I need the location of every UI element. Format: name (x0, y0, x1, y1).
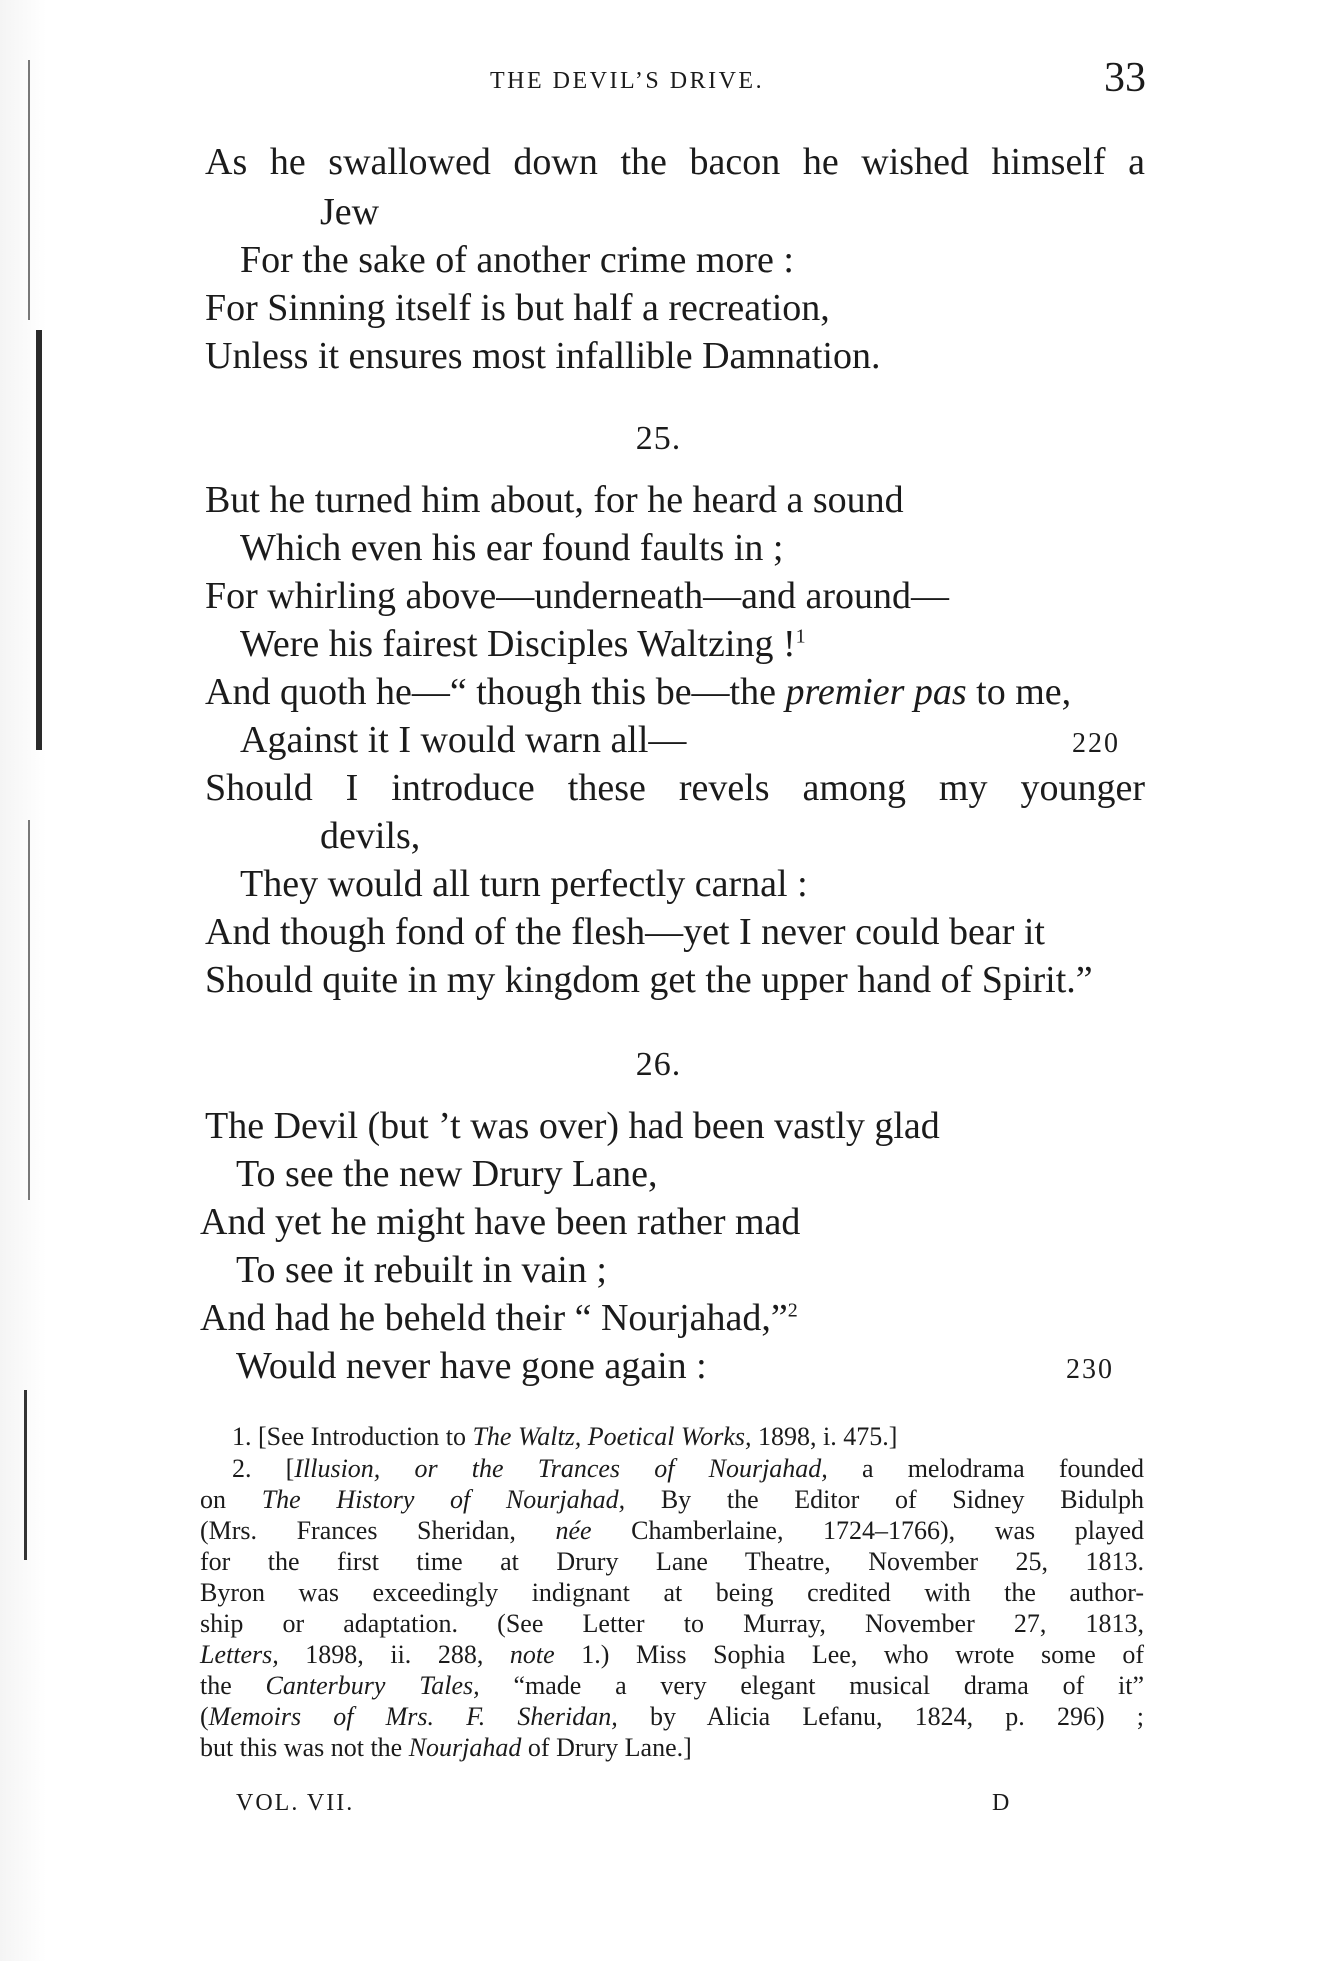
verse-line: Against it I would warn all— (240, 719, 687, 761)
verse-line: Which even his ear found faults in ; (240, 527, 784, 569)
note-ref: 1 (795, 625, 806, 648)
volume-label: VOL. VII. (236, 1790, 355, 1816)
footnote-text: a melodrama founded (861, 1454, 1145, 1483)
footnote-text: 1898, i. 475.] (757, 1422, 898, 1451)
verse-line: And yet he might have been rather mad (200, 1201, 801, 1243)
footnote-line (200, 1671, 1144, 1701)
footnote-text: 1898, ii. 288, (305, 1640, 484, 1669)
verse-line: To see the new Drury Lane, (236, 1153, 658, 1195)
verse-line: Should quite in my kingdom get the upper hand of Spirit.” (205, 959, 1093, 1001)
verse-line: And though fond of the flesh—yet I never could bear it (205, 911, 1045, 953)
verse-line: For whirling above—underneath—and around— (205, 575, 949, 617)
signature-mark: D (992, 1790, 1012, 1816)
line-number: 230 (1066, 1354, 1114, 1385)
footnote-text: 2. [ (232, 1454, 295, 1483)
italic-phrase: premier pas (785, 671, 967, 713)
footnote-text: but this was not the (200, 1733, 403, 1762)
verse-text: And quoth he—“ though this be—the (205, 671, 776, 713)
footnote-italic: Canterbury Tales, (265, 1671, 480, 1700)
scan-shadow-streak (36, 330, 42, 750)
verse-text: And had he beheld their “ Nourjahad,” (200, 1297, 788, 1339)
footnote-text: the (200, 1671, 232, 1700)
footnote-italic: Letters, (200, 1640, 279, 1669)
scan-speck (28, 60, 30, 320)
stanza-number: 26. (635, 1046, 682, 1083)
verse-line: For Sinning itself is but half a recreation, (205, 287, 830, 329)
footnote-text: (Mrs. Frances Sheridan, (200, 1516, 516, 1545)
note-ref: 2 (787, 1299, 798, 1322)
line-number: 220 (1072, 728, 1120, 759)
verse-line: They would all turn perfectly carnal : (240, 863, 808, 905)
scan-speck (24, 1390, 27, 1560)
footnote-italic: Memoirs of Mrs. F. Sheridan, (208, 1702, 618, 1731)
footnote-text: ( (200, 1702, 209, 1731)
stanza-number: 25. (635, 420, 682, 457)
verse-line: Jew (320, 191, 380, 233)
footnote-line (200, 1733, 1144, 1763)
footnote-line (200, 1640, 1144, 1670)
footnote-text: 1.) Miss Sophia Lee, who wrote some of (581, 1640, 1145, 1669)
footnote-line (232, 1454, 1144, 1484)
footnote-text: Chamberlaine, 1724–1766), was played (631, 1516, 1144, 1545)
footnote-italic: The Waltz, Poetical Works, (472, 1422, 752, 1451)
page-number: 33 (1104, 55, 1146, 101)
verse-line (200, 1296, 798, 1340)
footnote-italic: The History of Nourjahad, (261, 1485, 626, 1514)
verse-line: As he swallowed down the bacon he wished himself a (205, 141, 1145, 183)
footnote-line (200, 1702, 1144, 1732)
scan-gutter (0, 0, 46, 1961)
footnote-italic: Nourjahad (408, 1733, 522, 1762)
scan-speck (28, 820, 30, 1200)
verse-line: To see it rebuilt in vain ; (236, 1249, 607, 1291)
footnote-line (200, 1485, 1144, 1515)
verse-line: For the sake of another crime more : (240, 239, 794, 281)
verse-text: to me, (976, 671, 1072, 713)
footnote-text: “made a very elegant musical drama of it” (513, 1671, 1145, 1700)
running-header: THE DEVIL’S DRIVE. (490, 68, 765, 94)
footnote-line (232, 1422, 1176, 1452)
verse-line: But he turned him about, for he heard a sound (205, 479, 904, 521)
footnote-text: By the Editor of Sidney Bidulph (660, 1485, 1144, 1514)
footnote-line: ship or adaptation. (See Letter to Murray, November 27, 1813, (200, 1609, 1144, 1638)
verse-line: devils, (320, 815, 421, 857)
verse-line: The Devil (but ’t was over) had been vastly glad (205, 1105, 940, 1147)
verse-line: Should I introduce these revels among my younger (205, 767, 1145, 809)
verse-line: Would never have gone again : (236, 1345, 707, 1387)
footnote-text: by Alicia Lefanu, 1824, p. 296) ; (649, 1702, 1145, 1731)
footnote-text: 1. [See Introduction to (232, 1422, 466, 1451)
verse-line (240, 622, 806, 666)
footnote-italic: née (555, 1516, 592, 1545)
verse-line (205, 670, 1071, 714)
footnote-line: for the first time at Drury Lane Theatre, November 25, 1813. (200, 1547, 1144, 1576)
footnote-line (200, 1516, 1144, 1546)
verse-text: Were his fairest Disciples Waltzing ! (240, 623, 796, 665)
footnote-line: Byron was exceedingly indignant at being credited with the author- (200, 1578, 1144, 1607)
footnote-text: of Drury Lane.] (527, 1733, 692, 1762)
footnote-italic: Illusion, or the Trances of Nourjahad, (294, 1454, 828, 1483)
footnote-italic: note (509, 1640, 555, 1669)
footnote-text: on (200, 1485, 226, 1514)
verse-line: Unless it ensures most infallible Damnation. (205, 335, 881, 377)
